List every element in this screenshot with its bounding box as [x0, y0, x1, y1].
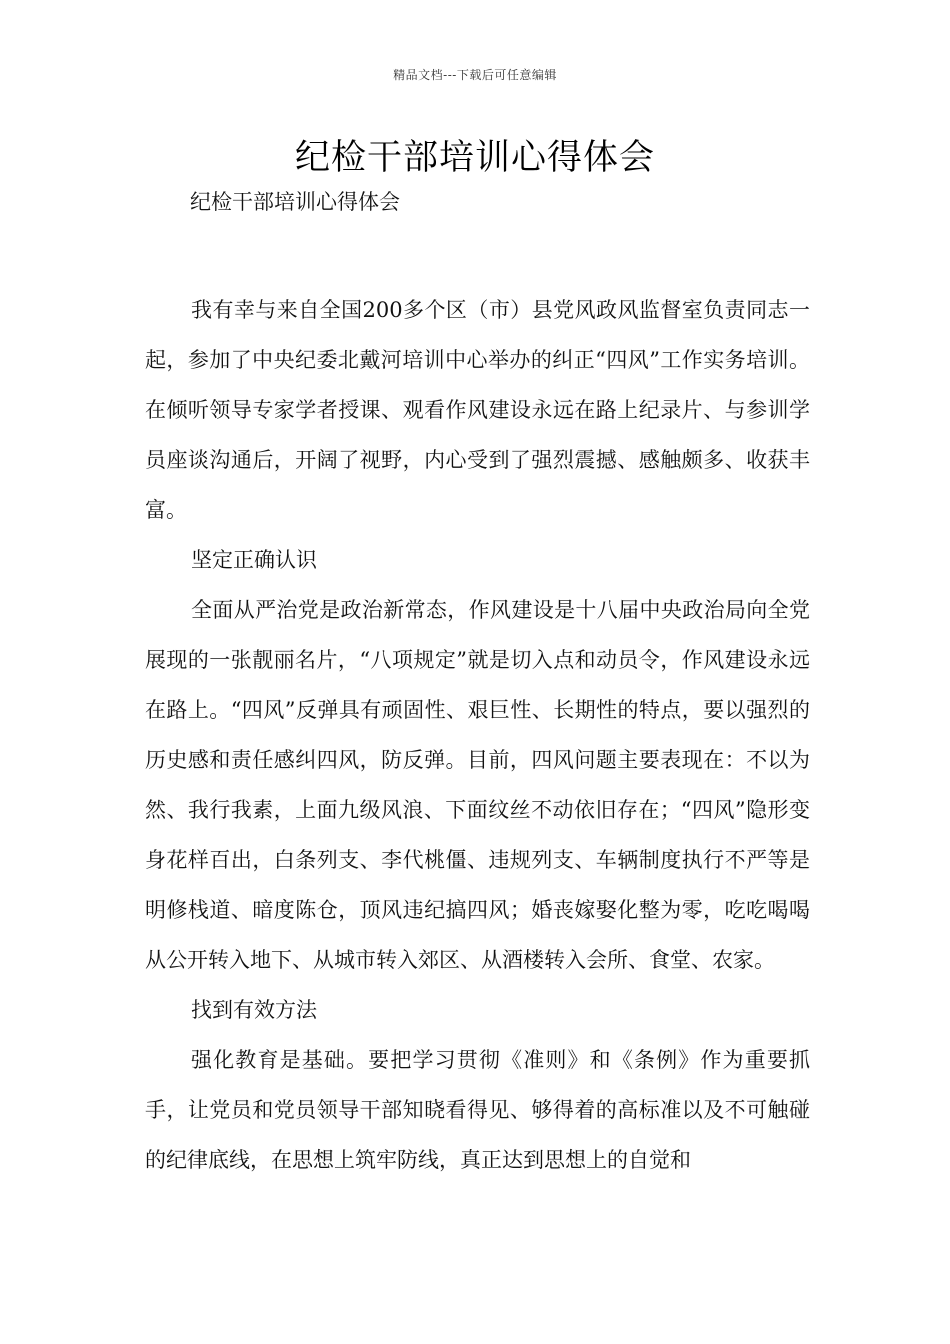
document-title: 纪检干部培训心得体会	[294, 138, 655, 178]
paragraph-section-1: 全面从严治党是政治新常态，作风建设是十八届中央政治局向全党展现的一张靓丽名片，“八项规定”就是切入点和动员令，作风建设永远在路上。“四风”反弹具有顽固性、艰巨性、长期性的特点，要以强烈的历史感和责任感纠四风，防反弹。目前，四风问题主要表现在：不以为然、我行我素，上面九级风浪、下面纹丝不动依旧存在；“四风”隐形变身花样百出，白条列支、李代桃僵、违规列支、车辆制度执行不严等是明修栈道、暗度陈仓，顶风违纪搞四风；婚丧嫁娶化整为零，吃吃喝喝从公开转入地下、从城市转入郊区、从酒楼转入会所、食堂、农家。	[145, 598, 810, 972]
section-heading-2: 找到有效方法	[191, 998, 317, 1022]
document-subtitle: 纪检干部培训心得体会	[190, 190, 400, 214]
header-note: 精品文档---下载后可任意编辑	[393, 68, 557, 82]
paragraph-section-2: 强化教育是基础。要把学习贯彻《准则》和《条例》作为重要抓手，让党员和党员领导干部知晓看得见、够得着的高标准以及不可触碰的纪律底线，在思想上筑牢防线，真正达到思想上的自觉和	[145, 1048, 810, 1172]
document-body	[145, 285, 810, 1185]
paragraph-intro: 我有幸与来自全国200多个区（市）县党风政风监督室负责同志一起，参加了中央纪委北戴河培训中心举办的纠正“四风”工作实务培训。在倾听领导专家学者授课、观看作风建设永远在路上纪录片、与参训学员座谈沟通后，开阔了视野，内心受到了强烈震撼、感触颇多、收获丰富。	[145, 298, 810, 522]
section-heading-1: 坚定正确认识	[191, 548, 317, 572]
